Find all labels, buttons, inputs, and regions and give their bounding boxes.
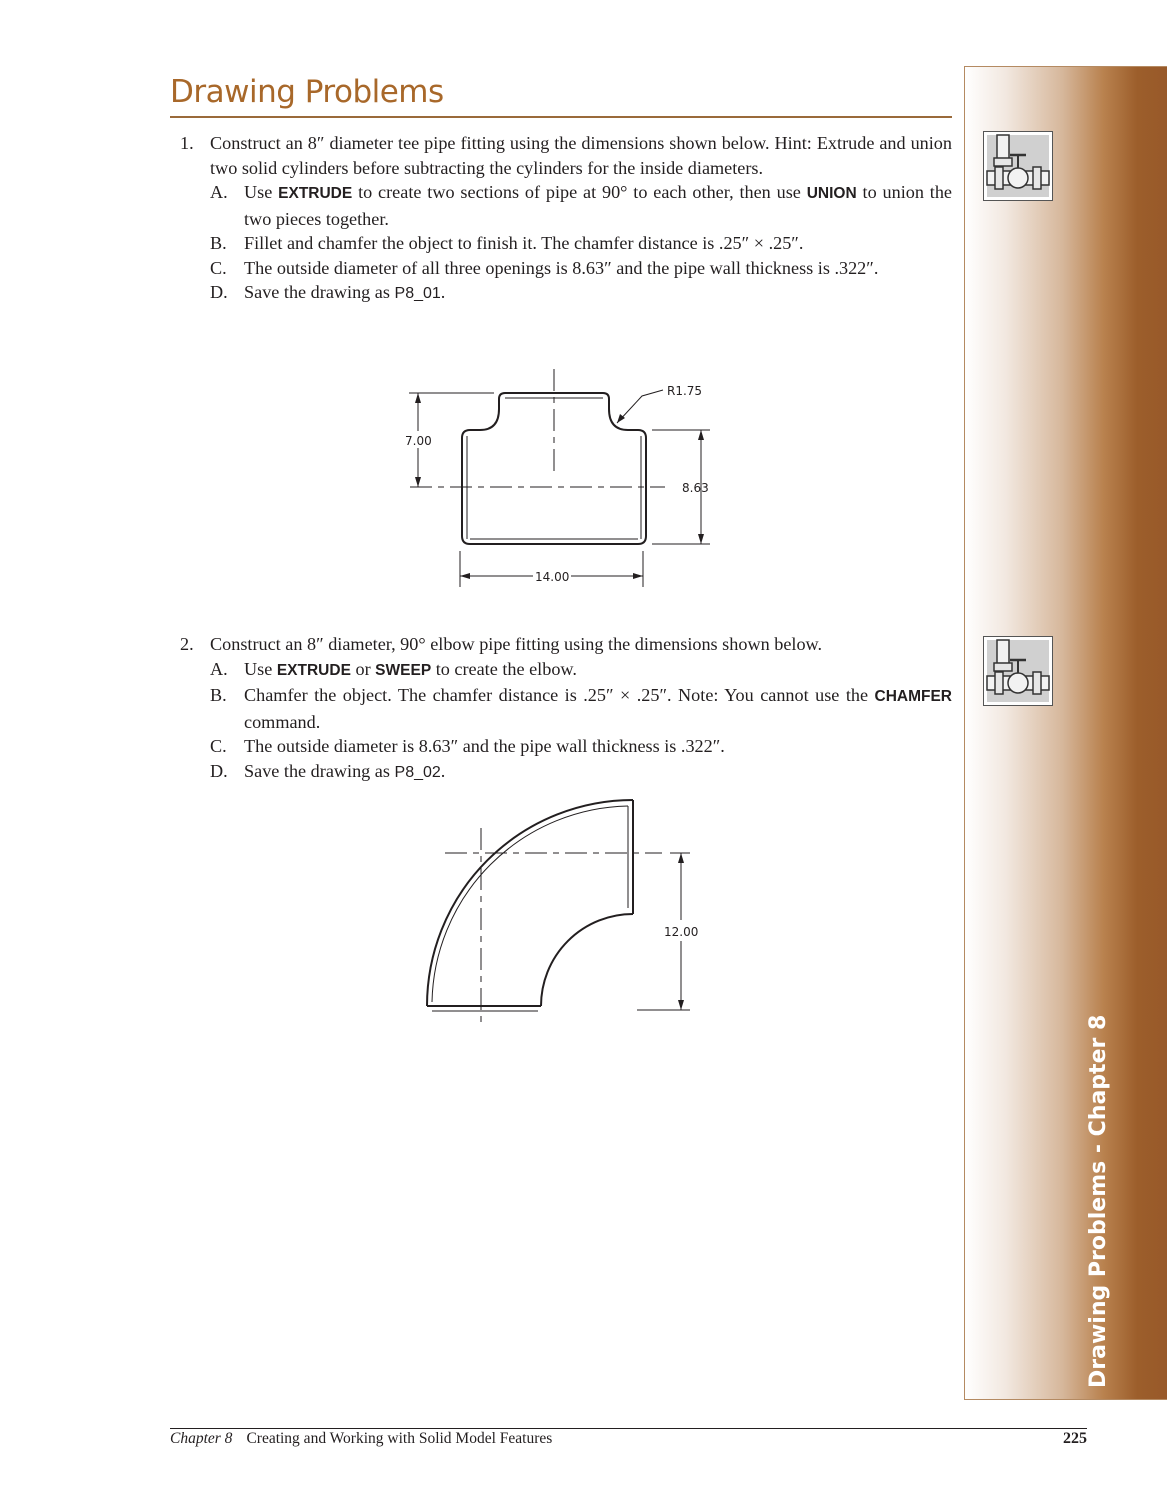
- footer-chapter: Chapter 8: [170, 1430, 233, 1447]
- step-letter: A.: [210, 182, 228, 202]
- footer-chapter-info: [170, 1430, 552, 1448]
- problem-text: Construct an 8″ diameter tee pipe fitting using the dimensions shown below. Hint: Extrude and union two solid cylinders before subtracting the cylinders for the inside diameters.: [210, 133, 952, 178]
- step-letter: A.: [210, 658, 228, 679]
- footer-rule: [170, 1428, 1087, 1429]
- step-d: [210, 759, 952, 786]
- file-name: P8_02: [394, 763, 441, 781]
- command-name: SWEEP: [375, 661, 432, 679]
- step-text: or: [350, 658, 376, 679]
- step-text: Save the drawing as: [244, 282, 395, 302]
- step-text: Use: [244, 182, 279, 202]
- step-text: Fillet and chamfer the object to finish it. The chamfer distance is .25″ × .25″.: [244, 233, 804, 253]
- step-text: .: [440, 760, 446, 781]
- command-name: UNION: [806, 185, 857, 202]
- dimension-height-label: 7.00: [405, 434, 432, 448]
- step-b: [210, 683, 952, 734]
- step-text: The outside diameter is 8.63″ and the pipe wall thickness is .322″.: [244, 736, 725, 756]
- step-letter: B.: [210, 685, 227, 705]
- step-letter: C.: [210, 736, 227, 756]
- step-text: to create the elbow.: [431, 658, 577, 679]
- title-rule: [170, 116, 952, 118]
- dimension-diameter-label: 8.63: [682, 481, 709, 495]
- step-c: [210, 734, 952, 759]
- step-text: .: [440, 282, 446, 302]
- dimension-radius-label: R1.75: [667, 384, 703, 398]
- step-text: Use: [244, 658, 277, 679]
- elbow-fitting-drawing: [420, 790, 710, 1030]
- step-d: [210, 280, 952, 307]
- command-name: EXTRUDE: [278, 185, 353, 202]
- problem-number: 1.: [180, 133, 194, 153]
- step-b: [210, 231, 952, 256]
- step-text: command.: [244, 711, 321, 732]
- step-letter: D.: [210, 760, 228, 781]
- step-a: [210, 657, 952, 684]
- step-text: Chamfer the object. The chamfer distance is .25″ × .25″. Note: You cannot use the: [244, 685, 875, 705]
- step-a: [210, 180, 952, 231]
- step-letter: D.: [210, 282, 228, 302]
- step-c: [210, 256, 952, 281]
- footer-chapter-title: Creating and Working with Solid Model Features: [246, 1430, 553, 1447]
- dimension-height-label: 12.00: [664, 925, 699, 939]
- step-text: Save the drawing as: [244, 760, 395, 781]
- problem-1: [180, 131, 952, 307]
- step-text: to create two sections of pipe at 90° to each other, then use: [352, 182, 807, 202]
- dimension-width-label: 14.00: [535, 570, 570, 584]
- step-text: to union the two pieces together.: [244, 182, 952, 229]
- pipe-valve-icon: [983, 131, 1053, 201]
- step-text: The outside diameter of all three openings is 8.63″ and the pipe wall thickness is .322″.: [244, 257, 879, 278]
- side-tab-label: Drawing Problems - Chapter 8: [1086, 1014, 1111, 1388]
- command-name: EXTRUDE: [276, 661, 351, 679]
- problem-number: 2.: [180, 634, 194, 654]
- file-name: P8_01: [394, 285, 441, 302]
- step-letter: C.: [210, 257, 227, 278]
- command-name: CHAMFER: [874, 688, 952, 705]
- chapter-side-tab: [964, 66, 1167, 1400]
- pipe-valve-icon: [983, 636, 1053, 706]
- page-title: Drawing Problems: [170, 74, 444, 110]
- problem-2: [180, 632, 952, 785]
- tee-fitting-drawing: [395, 365, 725, 590]
- page-number: 225: [1063, 1430, 1087, 1447]
- problem-text: Construct an 8″ diameter, 90° elbow pipe fitting using the dimensions shown below.: [210, 634, 823, 654]
- step-letter: B.: [210, 233, 227, 253]
